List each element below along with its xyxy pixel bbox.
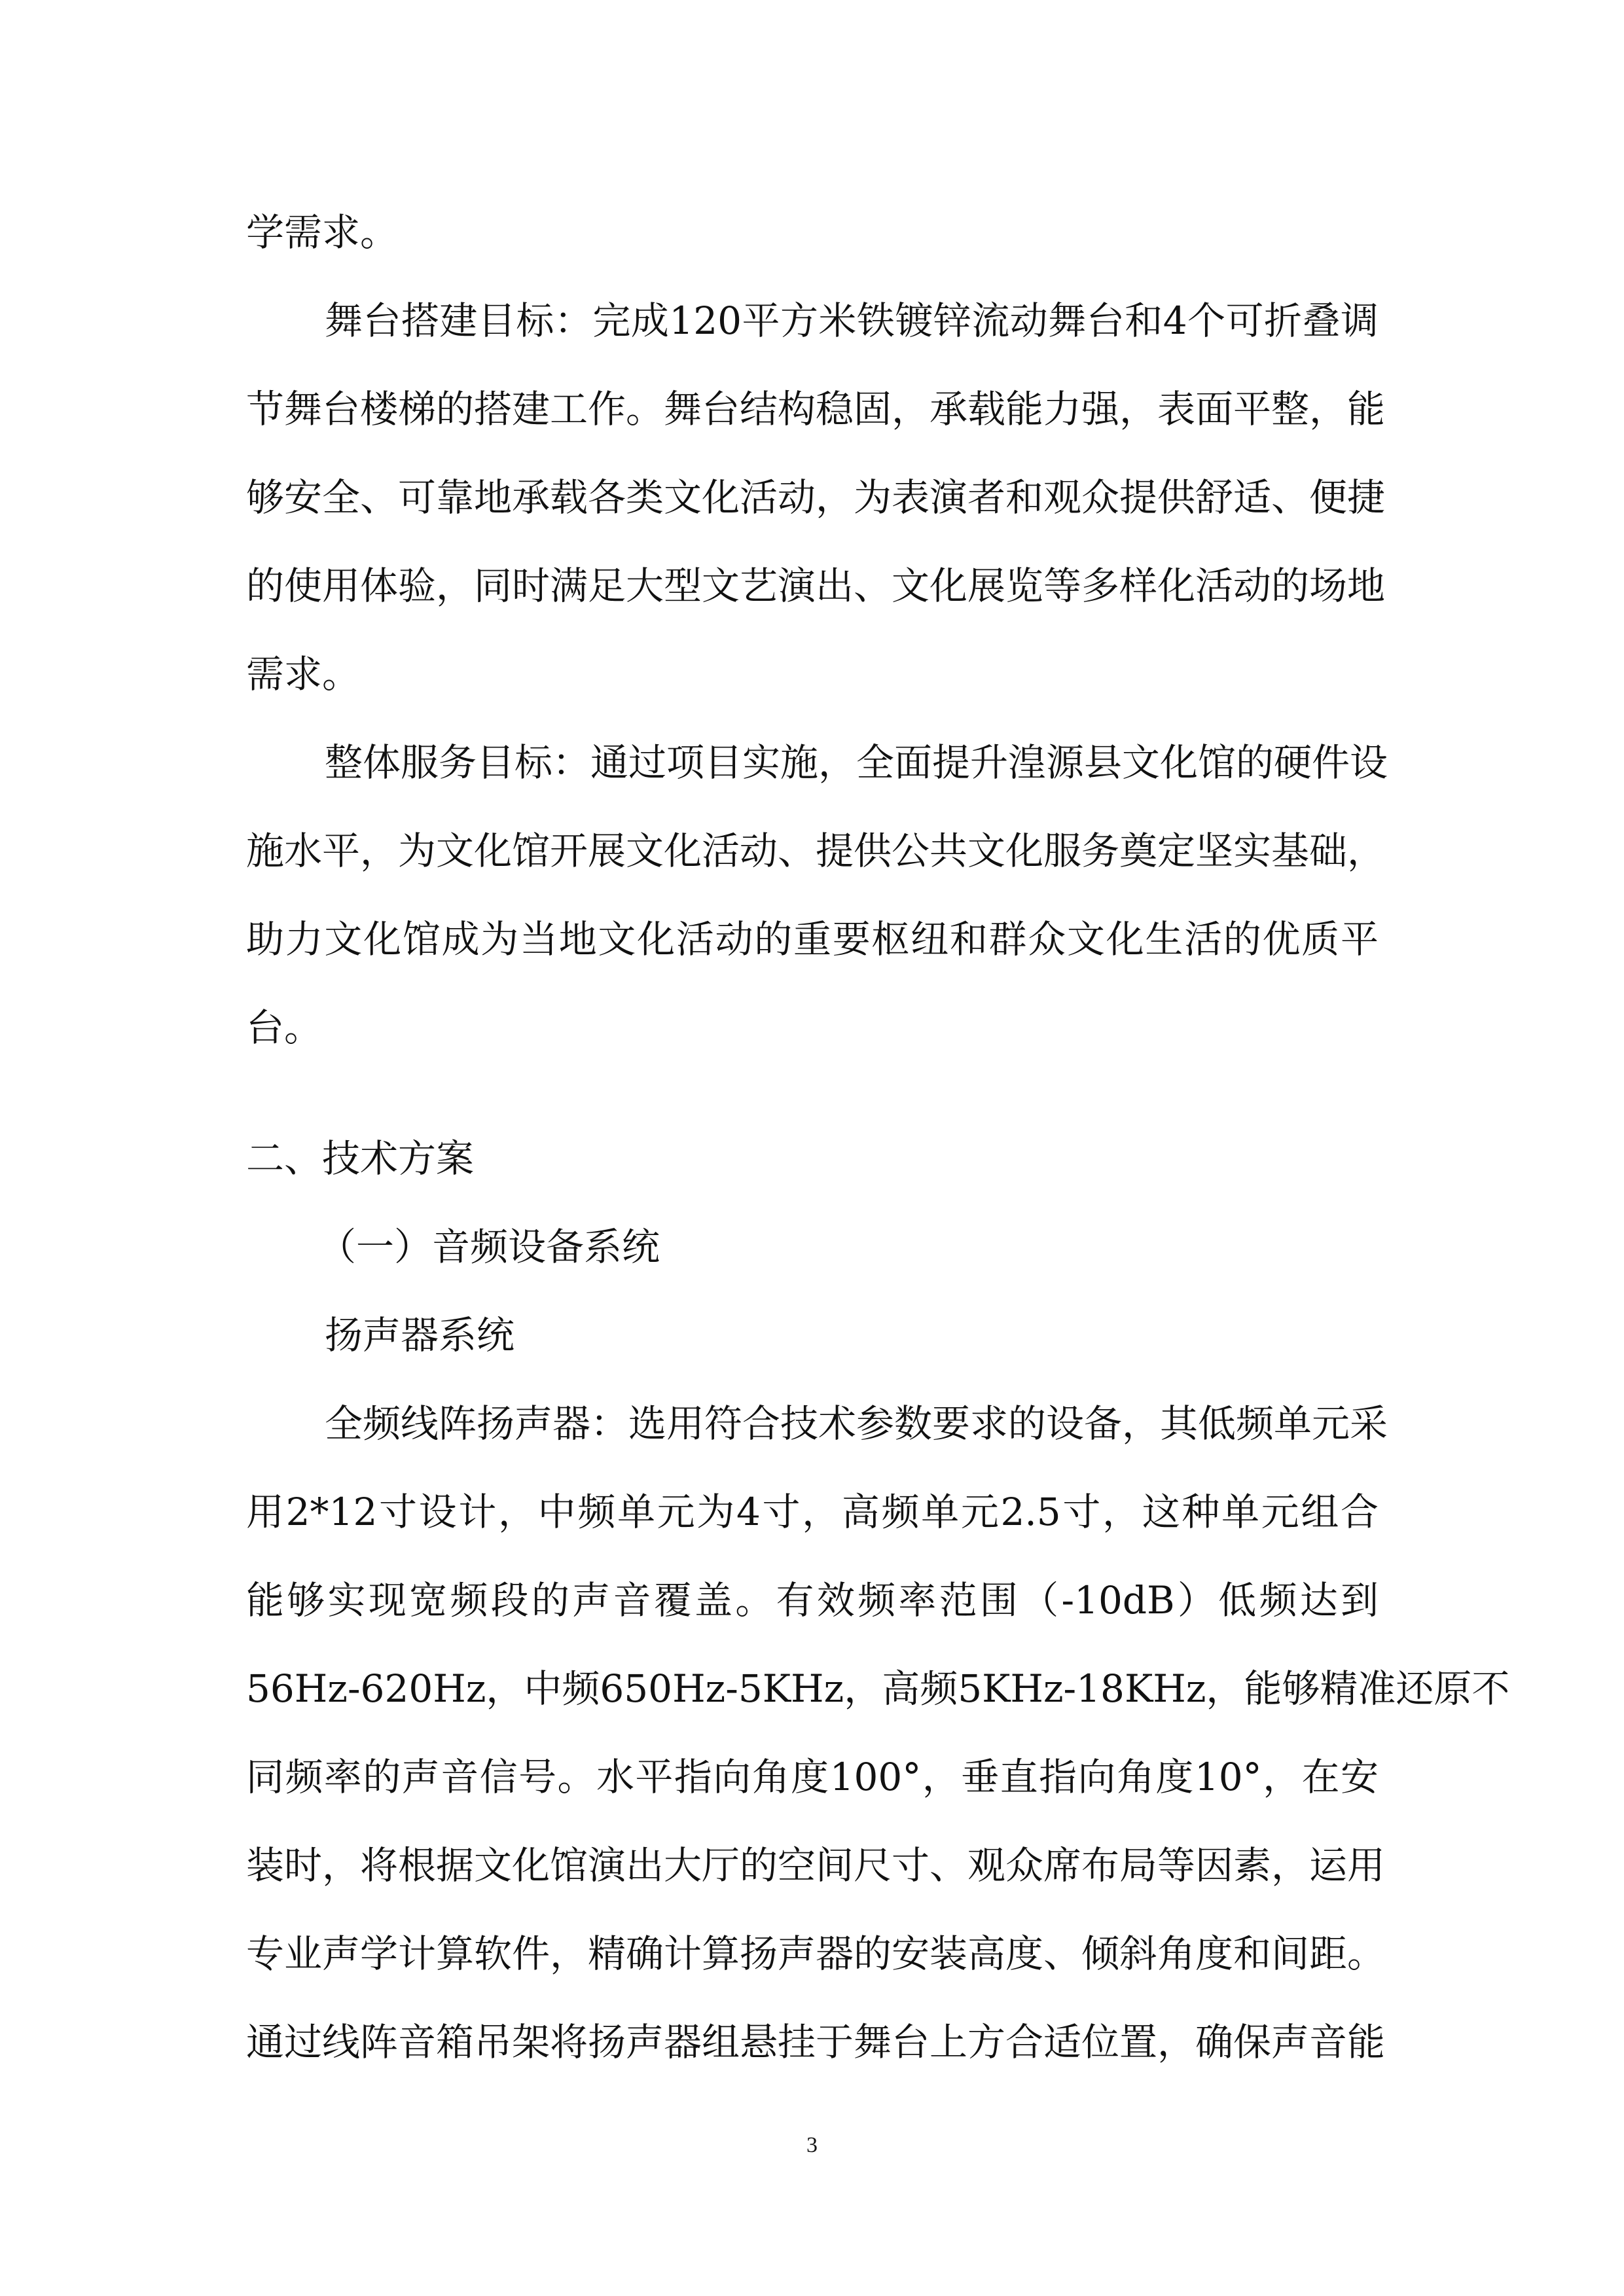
paragraph-line: 助力文化馆成为当地文化活动的重要枢纽和群众文化生活的优质平 (246, 917, 1379, 961)
paragraph-line: 专业声学计算软件，精确计算扬声器的安装高度、倾斜角度和间距。 (246, 1931, 1386, 1976)
paragraph-line: 用2*12寸设计，中频单元为4寸，高频单元2.5寸，这种单元组合 (246, 1490, 1379, 1534)
paragraph-line: 的使用体验，同时满足大型文艺演出、文化展览等多样化活动的场地 (246, 564, 1386, 608)
paragraph-line: 全频线阵扬声器：选用符合技术参数要求的设备，其低频单元采 (325, 1401, 1388, 1446)
paragraph-line: 装时，将根据文化馆演出大厅的空间尺寸、观众席布局等因素，运用 (246, 1843, 1386, 1888)
paragraph-line: 需求。 (246, 652, 361, 696)
subsection-heading: （一）音频设备系统 (318, 1225, 660, 1269)
paragraph-line: 能够实现宽频段的声音覆盖。有效频率范围（-10dB）低频达到 (246, 1578, 1379, 1623)
paragraph-line: 节舞台楼梯的搭建工作。舞台结构稳固，承载能力强，表面平整，能 (246, 387, 1386, 431)
subsection-title: 扬声器系统 (325, 1313, 515, 1357)
paragraph-line: 通过线阵音箱吊架将扬声器组悬挂于舞台上方合适位置，确保声音能 (246, 2020, 1386, 2064)
paragraph-line: 学需求。 (246, 210, 399, 255)
section-heading: 二、技术方案 (246, 1136, 475, 1181)
paragraph-line: 整体服务目标：通过项目实施，全面提升湟源县文化馆的硬件设 (325, 740, 1388, 785)
paragraph-line: 台。 (246, 1005, 323, 1050)
page-number: 3 (806, 2133, 818, 2157)
paragraph-line: 舞台搭建目标：完成120平方米铁镀锌流动舞台和4个可折叠调 (325, 298, 1379, 343)
paragraph-line: 56Hz-620Hz，中频650Hz-5KHz，高频5KHz-18KHz，能够精准还原不 (246, 1666, 1510, 1711)
paragraph-line: 同频率的声音信号。水平指向角度100°，垂直指向角度10°，在安 (246, 1755, 1379, 1799)
paragraph-line: 施水平，为文化馆开展文化活动、提供公共文化服务奠定坚实基础， (246, 829, 1386, 873)
paragraph-line: 够安全、可靠地承载各类文化活动，为表演者和观众提供舒适、便捷 (246, 475, 1386, 520)
